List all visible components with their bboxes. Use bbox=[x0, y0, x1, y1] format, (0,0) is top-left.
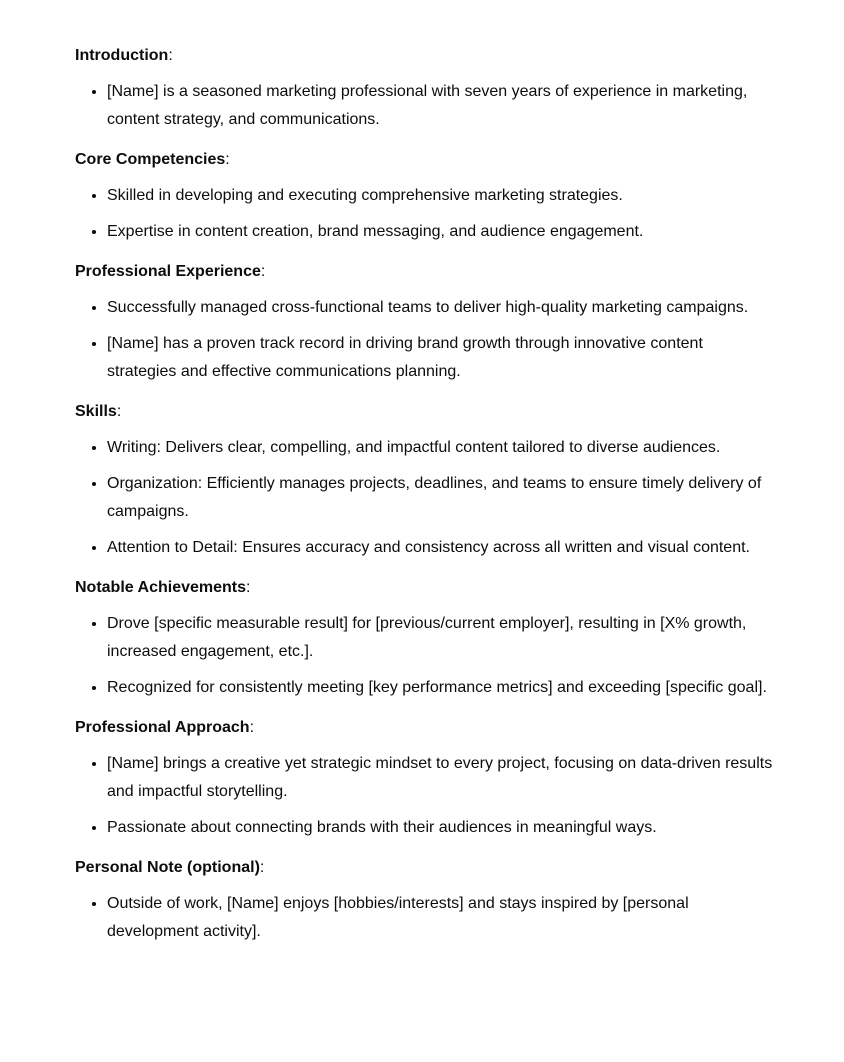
bullet-item: • Successfully managed cross-functional teams to deliver high-quality marketing campaigns. bbox=[107, 294, 775, 322]
section-notable-achievements bbox=[75, 574, 775, 702]
bullet-item: • Recognized for consistently meeting [key performance metrics] and exceeding [specific goal]. bbox=[107, 674, 775, 702]
bullet-item: • Organization: Efficiently manages projects, deadlines, and teams to ensure timely delivery of campaigns. bbox=[107, 470, 775, 526]
section-heading-colon: : bbox=[259, 859, 265, 876]
section-heading-colon: : bbox=[249, 719, 255, 736]
section-professional-experience bbox=[75, 258, 775, 386]
bullet-item: • Skilled in developing and executing comprehensive marketing strategies. bbox=[107, 182, 775, 210]
section-heading-text: Professional Approach bbox=[75, 719, 250, 736]
section-professional-approach bbox=[75, 714, 775, 842]
bullet-item: • Outside of work, [Name] enjoys [hobbies/interests] and stays inspired by [personal development activity]. bbox=[107, 890, 775, 946]
section-heading-text: Core Competencies bbox=[75, 151, 226, 168]
section-skills bbox=[75, 398, 775, 562]
bullet-item: • Passionate about connecting brands with their audiences in meaningful ways. bbox=[107, 814, 775, 842]
section-bullet-list bbox=[75, 750, 775, 842]
bullet-item: • [Name] has a proven track record in driving brand growth through innovative content strategies and effective communications planning. bbox=[107, 330, 775, 386]
section-bullet-list bbox=[75, 294, 775, 386]
section-heading-text: Professional Experience bbox=[75, 263, 261, 280]
section-introduction bbox=[75, 42, 775, 134]
section-bullet-list bbox=[75, 890, 775, 946]
section-heading-colon: : bbox=[168, 47, 173, 64]
section-bullet-list bbox=[75, 610, 775, 702]
section-personal-note-optional bbox=[75, 854, 775, 946]
section-heading-text: Personal Note (optional) bbox=[75, 859, 260, 876]
section-heading-colon: : bbox=[225, 151, 230, 168]
section-heading-colon: : bbox=[246, 579, 251, 596]
section-heading-colon: : bbox=[116, 403, 122, 420]
section-heading bbox=[75, 398, 775, 426]
section-heading-text: Introduction bbox=[75, 47, 169, 64]
bullet-item: • Expertise in content creation, brand messaging, and audience engagement. bbox=[107, 218, 775, 246]
bullet-item: • Writing: Delivers clear, compelling, and impactful content tailored to diverse audiences. bbox=[107, 434, 775, 462]
section-bullet-list bbox=[75, 182, 775, 246]
section-core-competencies bbox=[75, 146, 775, 246]
section-heading-text: Skills bbox=[75, 403, 117, 420]
bullet-item: • Drove [specific measurable result] for [previous/current employer], resulting in [X% growth, increased engagement, etc.]. bbox=[107, 610, 775, 666]
section-heading bbox=[75, 258, 775, 286]
bullet-item: • [Name] brings a creative yet strategic mindset to every project, focusing on data-driven results and impactful storytelling. bbox=[107, 750, 775, 806]
section-heading-colon: : bbox=[260, 263, 266, 280]
bullet-item: • Attention to Detail: Ensures accuracy and consistency across all written and visual content. bbox=[107, 534, 775, 562]
bullet-item: • [Name] is a seasoned marketing professional with seven years of experience in marketing, content strategy, and communications. bbox=[107, 78, 775, 134]
section-heading bbox=[75, 714, 775, 742]
section-bullet-list bbox=[75, 78, 775, 134]
section-heading bbox=[75, 854, 775, 882]
section-heading-text: Notable Achievements bbox=[75, 579, 247, 596]
section-heading bbox=[75, 42, 775, 70]
section-heading bbox=[75, 574, 775, 602]
section-bullet-list bbox=[75, 434, 775, 562]
section-heading bbox=[75, 146, 775, 174]
